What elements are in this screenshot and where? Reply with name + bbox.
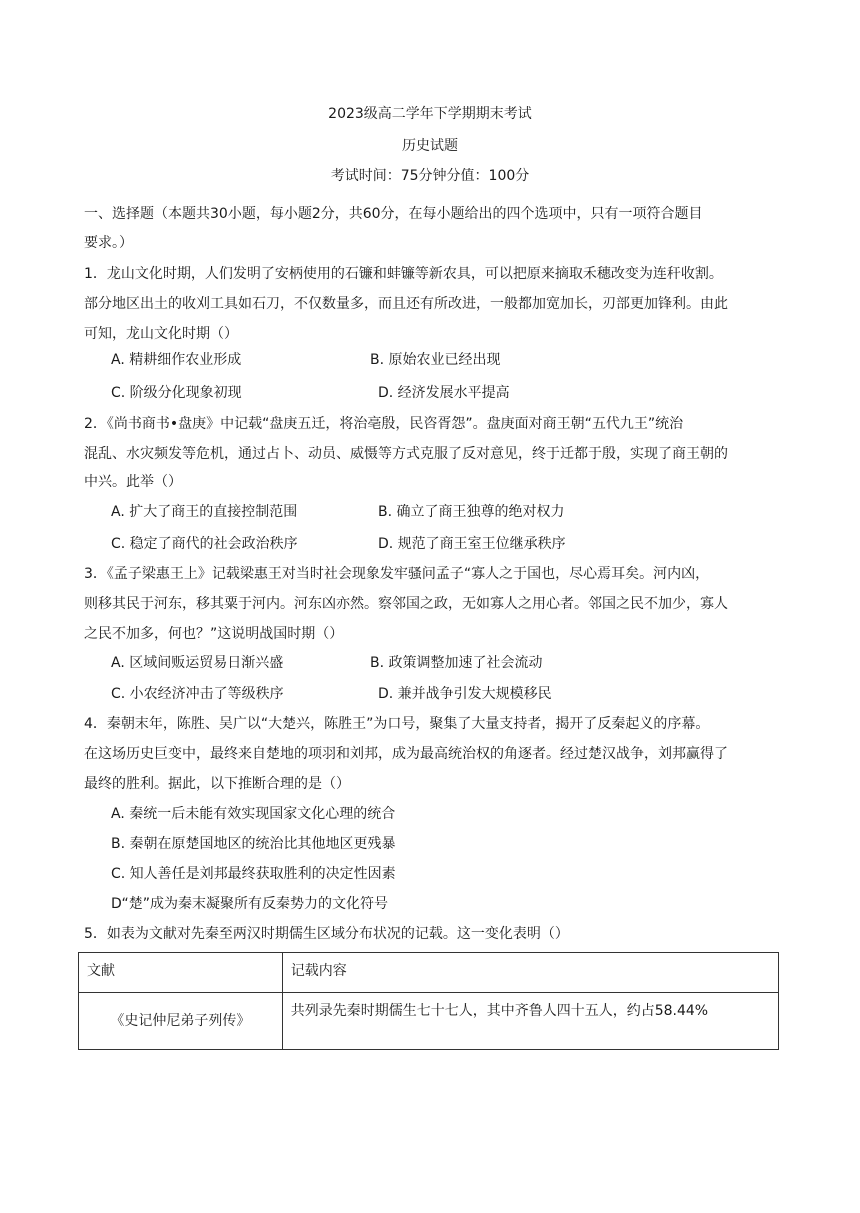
question-5-line-1: 5．如表为文献对先秦至两汉时期儒生区域分布状况的记载。这一变化表明（） [84,926,569,942]
question-4-option-a[interactable]: A. 秦统一后未能有效实现国家文化心理的统合 [111,806,396,822]
question-4-option-c[interactable]: C. 知人善任是刘邦最终获取胜利的决定性因素 [111,866,396,882]
question-3-line-1: 3．《孟子梁惠王上》记载梁惠王对当时社会现象发牢骚问孟子“寡人之于国也，尽心焉耳矣。河内凶， [84,566,710,582]
question-1-option-c[interactable]: C. 阶级分化现象初现 [111,385,242,401]
section-heading: 一、选择题（本题共30小题，每小题2分，共60分，在每小题给出的四个选项中，只有一项符合题目 [84,206,703,222]
question-1-option-b[interactable]: B. 原始农业已经出现 [370,352,501,368]
question-2-line-3: 中兴。此举（） [84,474,182,490]
exam-subject: 历史试题 [402,138,458,154]
question-2-option-b[interactable]: B. 确立了商王独尊的绝对权力 [378,504,565,520]
question-3-option-b[interactable]: B. 政策调整加速了社会流动 [370,655,543,671]
section-heading-cont: 要求。） [84,235,133,251]
question-2-option-d[interactable]: D. 规范了商王室王位继承秩序 [378,536,566,552]
exam-title: 2023级高二学年下学期期末考试 [328,106,532,122]
table-header-cell: 记载内容 [282,953,778,993]
question-1-option-d[interactable]: D. 经济发展水平提高 [378,385,510,401]
question-3-option-c[interactable]: C. 小农经济冲击了等级秩序 [111,686,284,702]
question-4-option-b[interactable]: B. 秦朝在原楚国地区的统治比其他地区更残暴 [111,836,396,852]
question-2-option-c[interactable]: C. 稳定了商代的社会政治秩序 [111,536,298,552]
table-row [79,993,779,1050]
question-4-line-2: 在这场历史巨变中，最终来自楚地的项羽和刘邦，成为最高统治权的角逐者。经过楚汉战争，刘邦赢得了 [84,746,728,762]
table-header-cell: 文献 [79,953,283,993]
question-3-option-a[interactable]: A. 区域间贩运贸易日渐兴盛 [111,655,284,671]
question-2-line-2: 混乱、水灾频发等危机，通过占卜、动员、威慑等方式克服了反对意见，终于迁都于殷，实现了商王朝的 [84,446,728,462]
question-1-line-1: 1．龙山文化时期，人们发明了安柄使用的石镰和蚌镰等新农具，可以把原来摘取禾穗改变为连秆收割。 [84,266,723,282]
question-2-line-1: 2．《尚书商书•盘庚》中记载“盘庚五迁，将治亳殷，民咨胥怨”。盘庚面对商王朝“五代九王”统治 [84,416,684,432]
question-4-line-1: 4．秦朝末年，陈胜、吴广以“大楚兴，陈胜王”为口号，聚集了大量支持者，揭开了反秦起义的序幕。 [84,716,710,732]
question-3-line-3: 之民不加多，何也？”这说明战国时期（） [84,626,344,642]
question-1-line-2: 部分地区出土的收刈工具如石刀，不仅数量多，而且还有所改进，一般都加宽加长，刃部更加锋利。由此 [84,296,728,312]
question-3-line-2: 则移其民于河东，移其粟于河内。河东凶亦然。察邻国之政，无如寡人之用心者。邻国之民不加少，寡人 [84,596,728,612]
question-4-option-d[interactable]: D“楚”成为秦末凝聚所有反秦势力的文化符号 [111,896,388,912]
question-4-line-3: 最终的胜利。据此，以下推断合理的是（） [84,776,350,792]
table-cell: 共列录先秦时期儒生七十七人，其中齐鲁人四十五人，约占58.44% [282,993,778,1050]
question-3-option-d[interactable]: D. 兼并战争引发大规模移民 [378,686,552,702]
question-1-option-a[interactable]: A. 精耕细作农业形成 [111,352,242,368]
table-cell: 《史记仲尼弟子列传》 [79,993,283,1050]
table-header-row [79,953,779,993]
exam-info: 考试时间：75分钟分值：100分 [330,168,530,184]
question-2-option-a[interactable]: A. 扩大了商王的直接控制范围 [111,504,298,520]
question-1-line-3: 可知，龙山文化时期（） [84,326,238,342]
document-table [78,952,779,1050]
